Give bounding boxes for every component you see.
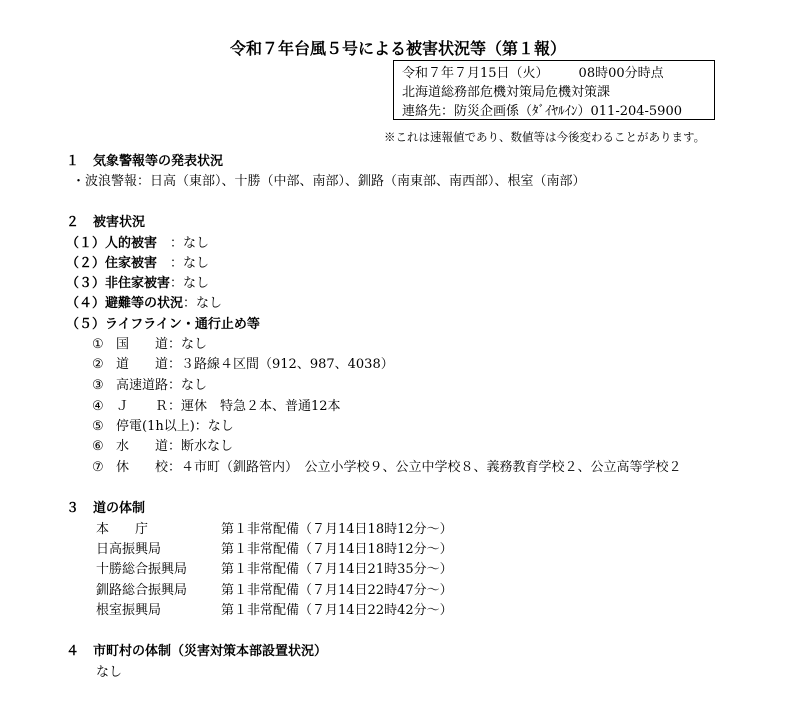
damage-sub-evacuation xyxy=(66,292,222,311)
sub-label: （１）人的被害 xyxy=(66,236,158,251)
lifeline-item-water xyxy=(92,435,233,454)
office-name: 根室振興局 xyxy=(96,603,162,618)
item-text: Ｊ Ｒ：運休 特急２本、普通12本 xyxy=(116,399,341,414)
report-contact: 連絡先：防災企画係（ﾀﾞｲﾔﾙｲﾝ）011-204-5900 xyxy=(402,104,682,119)
section1-number: １ xyxy=(66,154,80,169)
item-mark: ⑦ xyxy=(92,460,104,475)
item-text: 休 校：４市町（釧路管内） 公立小学校９、公立中学校８、義務教育学校２、公立高等学校２ xyxy=(116,460,682,475)
office-status: 第１非常配備（７月14日22時47分～） xyxy=(221,583,453,598)
item-text: 高速道路：なし xyxy=(116,378,208,393)
item-text: 国 道：なし xyxy=(116,337,208,352)
section2-title: 被害状況 xyxy=(93,215,146,230)
lifeline-item-prefectural-road xyxy=(92,353,394,372)
damage-sub-nonresidential xyxy=(66,272,209,291)
report-date: 令和７年７月15日（火） xyxy=(402,66,549,81)
section1-heading xyxy=(66,150,223,169)
sub-value: ：なし xyxy=(157,236,210,251)
sub-value: ：なし xyxy=(170,276,210,291)
lifeline-item-jr xyxy=(92,395,341,414)
report-datetime xyxy=(402,64,714,83)
office-name: 十勝総合振興局 xyxy=(96,562,188,577)
section4-title: 市町村の体制（災害対策本部設置状況） xyxy=(93,644,328,659)
section2-heading xyxy=(66,211,145,230)
system-row-nemuro xyxy=(96,599,453,618)
lifeline-item-power-outage xyxy=(92,415,234,434)
section3-number: ３ xyxy=(66,501,80,516)
system-row-kushiro xyxy=(96,579,453,598)
sub-label: （４）避難等の状況 xyxy=(66,296,184,311)
item-text: 道 道：３路線４区間（912、987、4038） xyxy=(116,357,394,372)
section1-title: 気象警報等の発表状況 xyxy=(93,154,224,169)
office-status: 第１非常配備（７月14日21時35分～） xyxy=(221,562,453,577)
sub-value: ：なし xyxy=(157,256,210,271)
office-name: 日高振興局 xyxy=(96,542,162,557)
section4-number: ４ xyxy=(66,644,80,659)
office-status: 第１非常配備（７月14日18時12分～） xyxy=(221,522,453,537)
item-mark: ③ xyxy=(92,378,104,393)
report-department: 北海道総務部危機対策局危機対策課 xyxy=(402,85,611,100)
disclaimer-note: ※これは速報値であり、数値等は今後変わることがあります。 xyxy=(384,130,706,144)
damage-sub-residential xyxy=(66,252,209,271)
office-name: 釧路総合振興局 xyxy=(96,583,188,598)
sub-label: （２）住家被害 xyxy=(66,256,158,271)
section3-title: 道の体制 xyxy=(93,501,146,516)
sub-label: （５）ライフライン・通行止め等 xyxy=(66,317,260,332)
section4-heading xyxy=(66,640,327,659)
system-row-hidaka xyxy=(96,538,453,557)
item-text: 水 道：断水なし xyxy=(116,439,234,454)
item-mark: ② xyxy=(92,357,104,372)
damage-sub-lifeline xyxy=(66,313,260,332)
office-name: 本 庁 xyxy=(96,522,149,537)
office-status: 第１非常配備（７月14日22時42分～） xyxy=(221,603,453,618)
report-time: 08時00分時点 xyxy=(578,66,664,81)
item-mark: ④ xyxy=(92,399,104,414)
lifeline-item-national-road xyxy=(92,333,207,352)
item-text: 停電(1h以上)：なし xyxy=(116,419,234,434)
section1-warning-item: ・波浪警報：日高（東部）、十勝（中部、南部）、釧路（南東部、南西部）、根室（南部） xyxy=(72,174,586,189)
section3-heading xyxy=(66,497,145,516)
sub-value: ：なし xyxy=(183,296,223,311)
item-mark: ⑥ xyxy=(92,439,104,454)
damage-sub-human xyxy=(66,232,209,251)
lifeline-item-school-closure xyxy=(92,456,682,475)
page-title: 令和７年台風５号による被害状況等（第１報） xyxy=(229,39,566,58)
item-mark: ① xyxy=(92,337,104,352)
system-row-headquarters xyxy=(96,518,453,537)
section4-value: なし xyxy=(96,665,123,680)
office-status: 第１非常配備（７月14日18時12分～） xyxy=(221,542,453,557)
lifeline-item-expressway xyxy=(92,374,207,393)
sub-label: （３）非住家被害 xyxy=(66,276,171,291)
system-row-tokachi xyxy=(96,558,453,577)
item-mark: ⑤ xyxy=(92,419,104,434)
section2-number: ２ xyxy=(66,215,80,230)
report-info-box xyxy=(393,60,715,120)
